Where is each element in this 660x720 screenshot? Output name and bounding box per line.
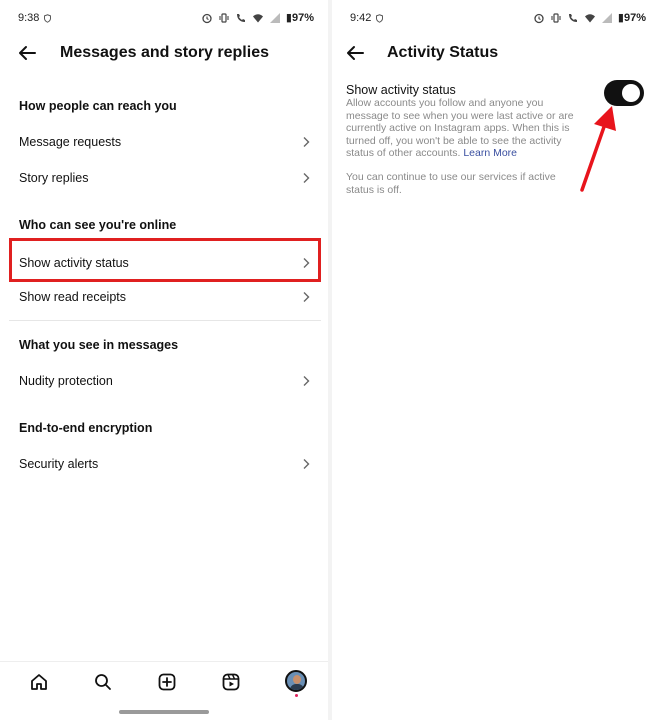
signal-icon (269, 12, 281, 24)
row-show-read-receipts[interactable] (9, 281, 321, 313)
vibrate-icon (550, 12, 562, 24)
chevron-right-icon (301, 257, 311, 269)
shield-icon (375, 14, 384, 23)
battery-icon: ▮ (285, 12, 292, 24)
annotation-arrow-icon (572, 104, 622, 194)
status-time: 9:38 (18, 12, 40, 24)
chevron-right-icon (301, 172, 311, 184)
status-bar (0, 0, 328, 36)
setting-description (346, 97, 586, 160)
chevron-right-icon (301, 136, 311, 148)
vibrate-icon (218, 12, 230, 24)
section-title-online: Who can see you're online (19, 218, 177, 232)
home-indicator (119, 710, 209, 714)
chevron-right-icon (301, 291, 311, 303)
section-title-reach: How people can reach you (19, 99, 177, 113)
row-security-alerts[interactable] (9, 448, 321, 480)
row-message-requests[interactable] (9, 126, 321, 158)
battery-icon: ▮ (617, 12, 624, 24)
row-nudity-protection[interactable] (9, 365, 321, 397)
header (332, 40, 660, 68)
call-wifi-icon (235, 12, 247, 24)
signal-icon (601, 12, 613, 24)
create-icon[interactable] (157, 672, 177, 692)
notification-dot (295, 694, 298, 697)
chevron-right-icon (301, 458, 311, 470)
alarm-icon (533, 12, 545, 24)
row-label: Security alerts (19, 457, 99, 471)
back-arrow-icon[interactable] (16, 42, 38, 64)
activity-status-screen (332, 0, 660, 720)
row-story-replies[interactable] (9, 162, 321, 194)
learn-more-link[interactable]: Learn More (463, 147, 518, 159)
profile-avatar[interactable] (285, 670, 307, 692)
chevron-right-icon (301, 375, 311, 387)
row-label: Message requests (19, 135, 122, 149)
activity-status-toggle[interactable] (604, 80, 644, 106)
battery-level: 97% (291, 12, 314, 24)
setting-label: Show activity status (346, 83, 456, 97)
description-text: Allow accounts you follow and anyone you message to see when you were last active or are currently active on Instagram apps. When this is turned off, you won't be able to see the activity status of other accounts. (346, 97, 574, 159)
reels-icon[interactable] (221, 672, 241, 692)
status-time: 9:42 (350, 12, 372, 24)
call-wifi-icon (567, 12, 579, 24)
divider (9, 320, 321, 321)
messages-settings-screen (0, 0, 328, 720)
bottom-nav (0, 661, 328, 702)
row-label: Nudity protection (19, 374, 113, 388)
section-title-encryption: End-to-end encryption (19, 421, 153, 435)
page-title: Activity Status (387, 44, 499, 61)
battery-level: 97% (623, 12, 646, 24)
status-bar (332, 0, 660, 36)
row-label: Story replies (19, 171, 89, 185)
toggle-knob (622, 84, 640, 102)
row-label: Show activity status (19, 256, 129, 270)
home-icon[interactable] (29, 672, 49, 692)
row-label: Show read receipts (19, 290, 127, 304)
section-title-messages: What you see in messages (19, 338, 179, 352)
row-show-activity-status[interactable] (9, 238, 321, 282)
setting-note: You can continue to use our services if active status is off. (346, 171, 556, 196)
back-arrow-icon[interactable] (344, 42, 366, 64)
header (0, 40, 328, 68)
page-title: Messages and story replies (60, 44, 269, 61)
shield-icon (43, 14, 52, 23)
alarm-icon (201, 12, 213, 24)
wifi-icon (584, 12, 596, 24)
wifi-icon (252, 12, 264, 24)
search-icon[interactable] (93, 672, 113, 692)
